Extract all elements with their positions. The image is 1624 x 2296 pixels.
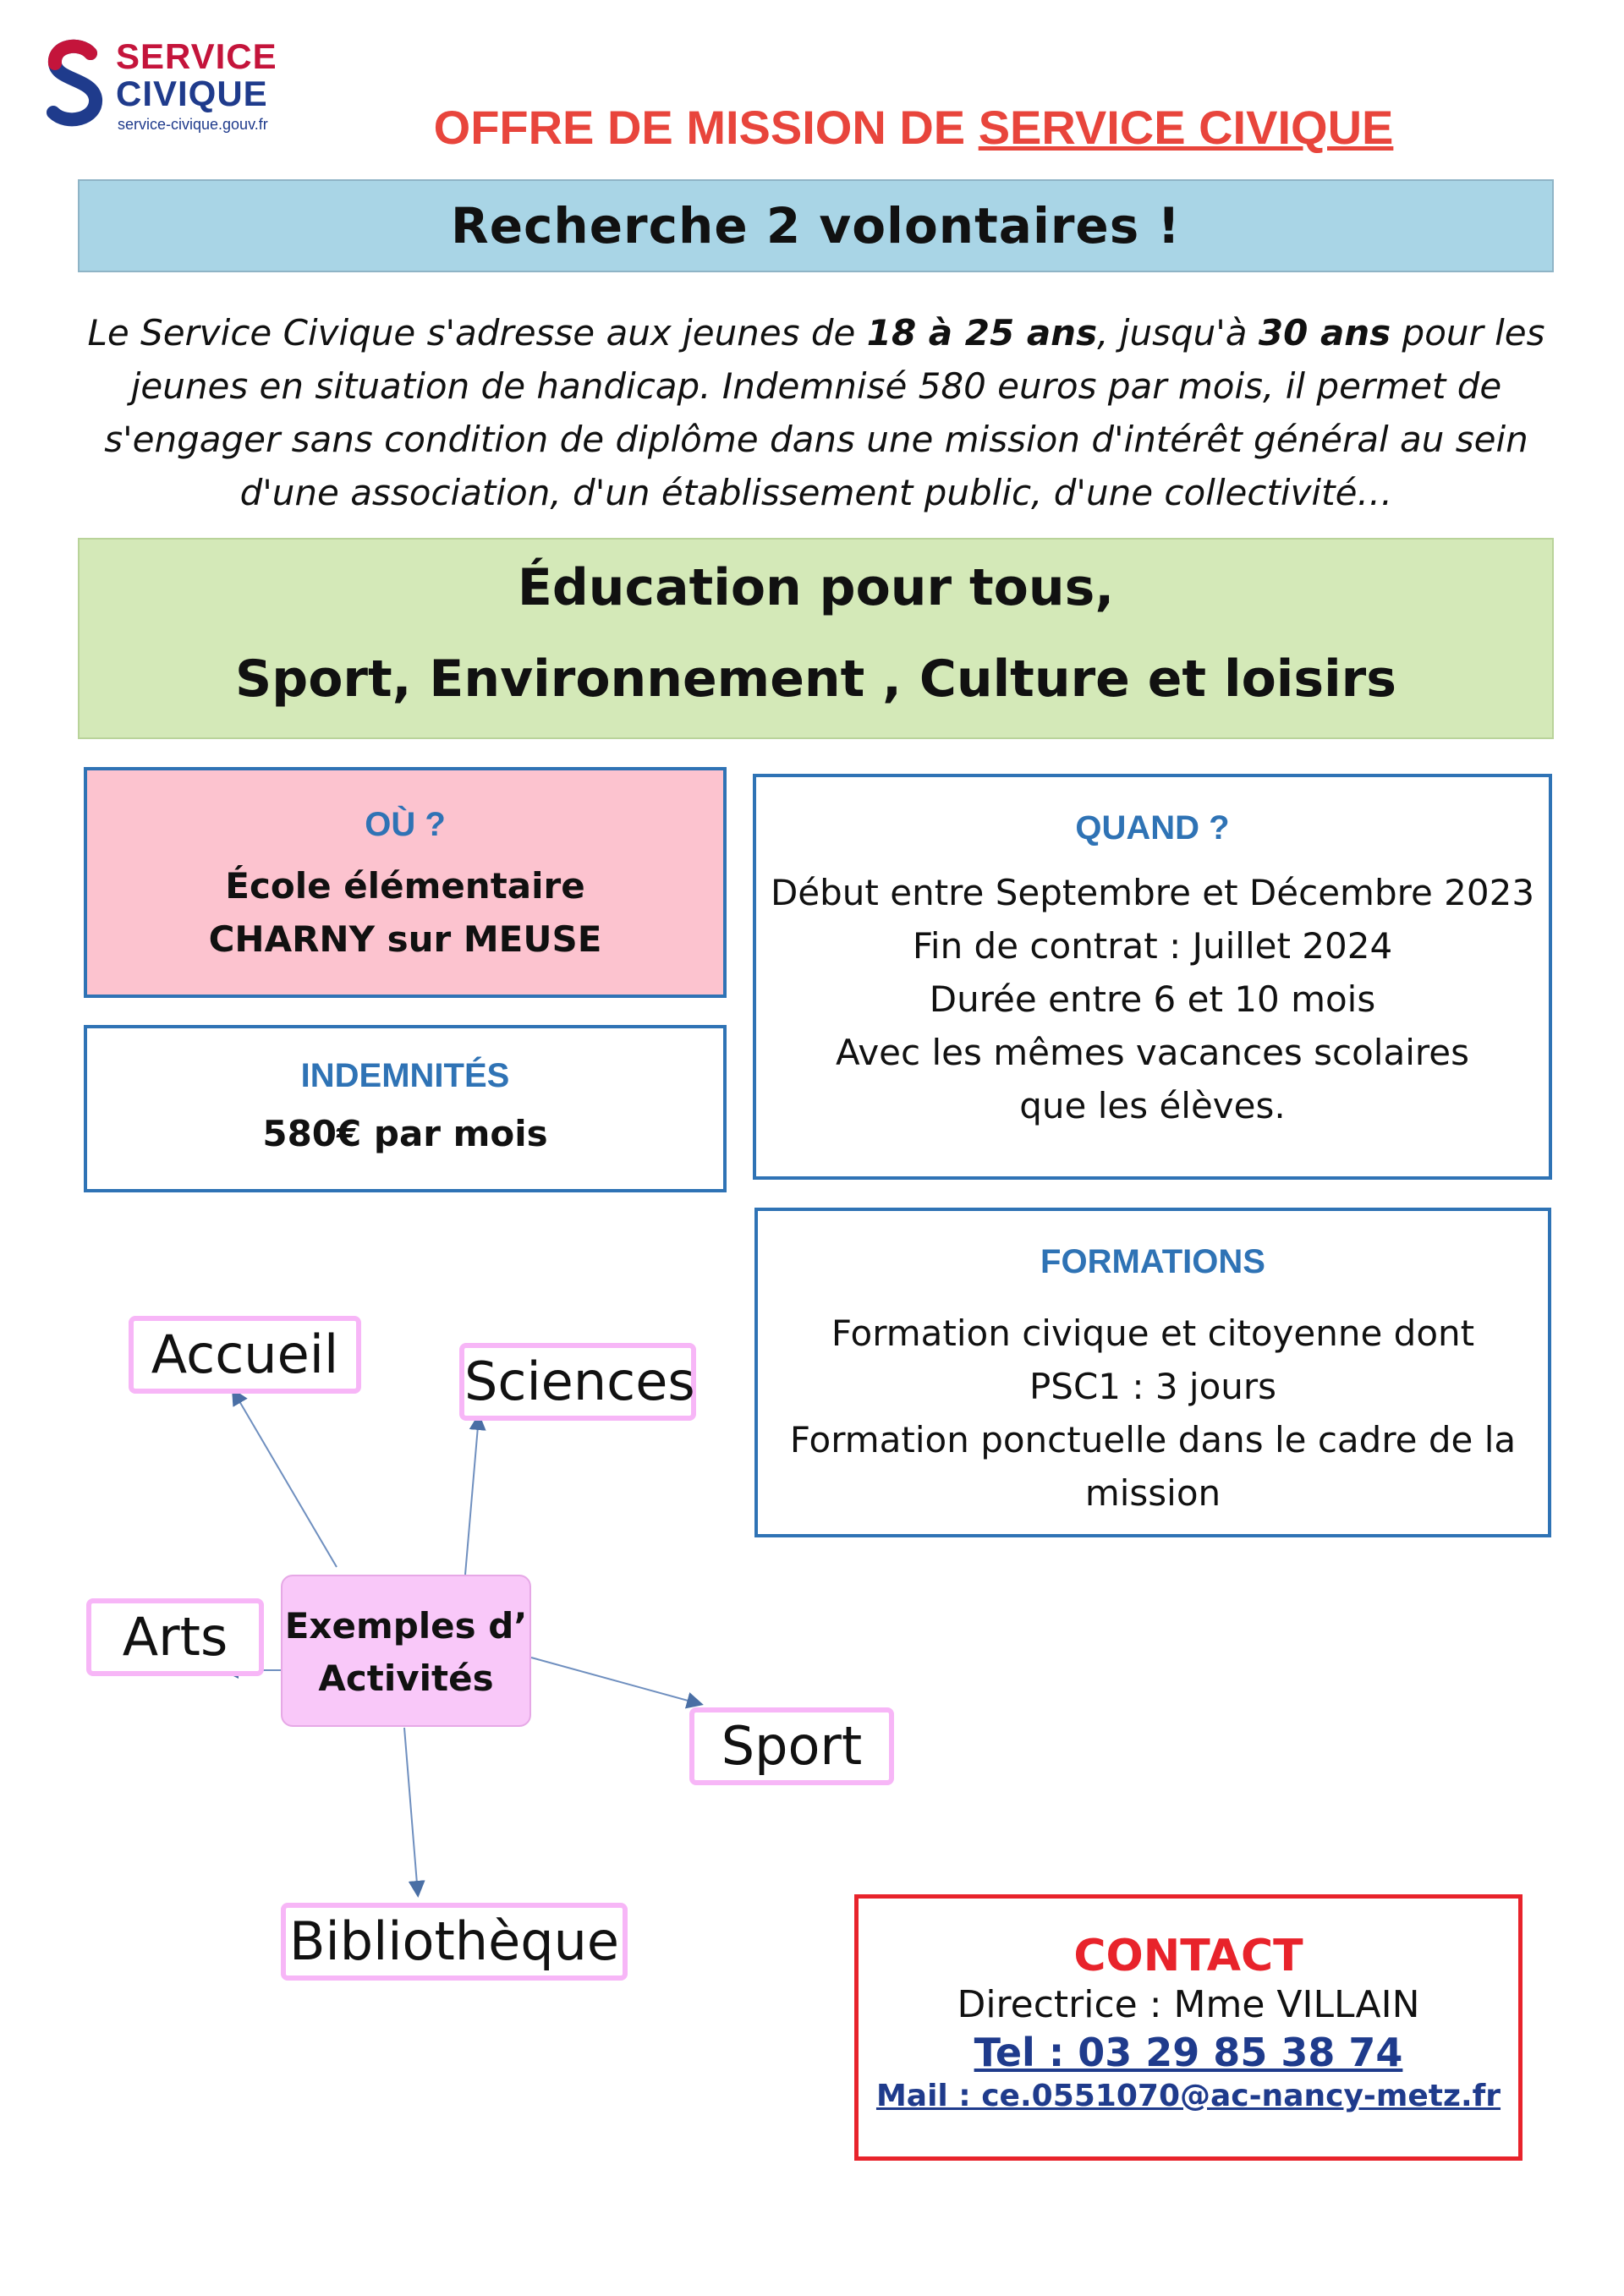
training-line: Formation ponctuelle dans le cadre de la bbox=[789, 1419, 1517, 1460]
training-heading: FORMATIONS bbox=[1040, 1243, 1265, 1280]
when-line: Fin de contrat : Juillet 2024 bbox=[912, 925, 1393, 967]
themes-line1: Éducation pour tous, bbox=[517, 558, 1115, 617]
recruitment-banner: Recherche 2 volontaires ! bbox=[78, 179, 1554, 272]
intro-part3: pour les jeunes en situation de handicap. Indemnisé 580 euros par mois, il permet de s'engager sans condition de diplôme dans une mission d'intérêt général au sein d'une association, d'un établissement public, d'une collectivité… bbox=[104, 312, 1545, 513]
activity-sport: Sport bbox=[689, 1707, 894, 1785]
training-line: mission bbox=[1084, 1472, 1221, 1514]
contact-email-link[interactable]: Mail : ce.0551070@ac-nancy-metz.fr bbox=[875, 2079, 1501, 2113]
compensation-value: 580€ par mois bbox=[262, 1113, 548, 1154]
where-box bbox=[84, 767, 727, 998]
where-line1: École élémentaire bbox=[225, 865, 585, 907]
when-line: Début entre Septembre et Décembre 2023 bbox=[770, 872, 1535, 913]
offer-title-prefix: OFFRE DE MISSION DE bbox=[433, 101, 979, 154]
where-line2: CHARNY sur MEUSE bbox=[208, 918, 602, 960]
activities-center-node bbox=[281, 1575, 531, 1727]
contact-phone-link[interactable]: Tel : 03 29 85 38 74 bbox=[974, 2030, 1403, 2075]
logo-word-service: SERVICE bbox=[116, 36, 277, 76]
connector-bibliotheque bbox=[404, 1728, 418, 1894]
connector-sport bbox=[531, 1658, 700, 1704]
logo-word-civique: CIVIQUE bbox=[116, 74, 268, 113]
intro-age-range: 18 à 25 ans bbox=[866, 312, 1098, 353]
where-heading: OÙ ? bbox=[365, 806, 446, 843]
themes-banner bbox=[78, 538, 1554, 739]
activity-bibliotheque: Bibliothèque bbox=[281, 1903, 628, 1981]
when-line: Durée entre 6 et 10 mois bbox=[929, 978, 1376, 1020]
when-line: Avec les mêmes vacances scolaires bbox=[836, 1032, 1469, 1073]
activity-accueil: Accueil bbox=[129, 1316, 361, 1394]
contact-heading: CONTACT bbox=[1073, 1931, 1303, 1981]
when-box bbox=[753, 774, 1552, 1180]
intro-part2: , jusqu'à bbox=[1097, 312, 1259, 353]
contact-person: Directrice : Mme VILLAIN bbox=[957, 1983, 1420, 2026]
activities-center-line1: Exemples d’ bbox=[284, 1605, 528, 1647]
connector-sciences bbox=[465, 1417, 479, 1575]
activity-arts: Arts bbox=[86, 1598, 264, 1676]
intro-part1: Le Service Civique s'adresse aux jeunes de bbox=[87, 312, 867, 353]
contact-box bbox=[854, 1894, 1522, 2161]
compensation-box bbox=[84, 1025, 727, 1192]
offer-title bbox=[0, 100, 1624, 155]
activities-center-line2: Activités bbox=[318, 1658, 494, 1699]
themes-line2: Sport, Environnement , Culture et loisirs bbox=[235, 649, 1396, 709]
connector-accueil bbox=[233, 1391, 337, 1567]
intro-paragraph bbox=[85, 306, 1548, 519]
offer-title-underlined: SERVICE CIVIQUE bbox=[978, 101, 1394, 154]
intro-age-max: 30 ans bbox=[1258, 312, 1391, 353]
compensation-heading: INDEMNITÉS bbox=[300, 1057, 510, 1094]
when-heading: QUAND ? bbox=[1075, 809, 1230, 847]
training-line: Formation civique et citoyenne dont bbox=[831, 1312, 1475, 1354]
logo-url: service-civique.gouv.fr bbox=[118, 116, 268, 133]
activity-sciences: Sciences bbox=[459, 1343, 696, 1421]
when-line: que les élèves. bbox=[1019, 1085, 1286, 1126]
training-line: PSC1 : 3 jours bbox=[1029, 1366, 1277, 1407]
